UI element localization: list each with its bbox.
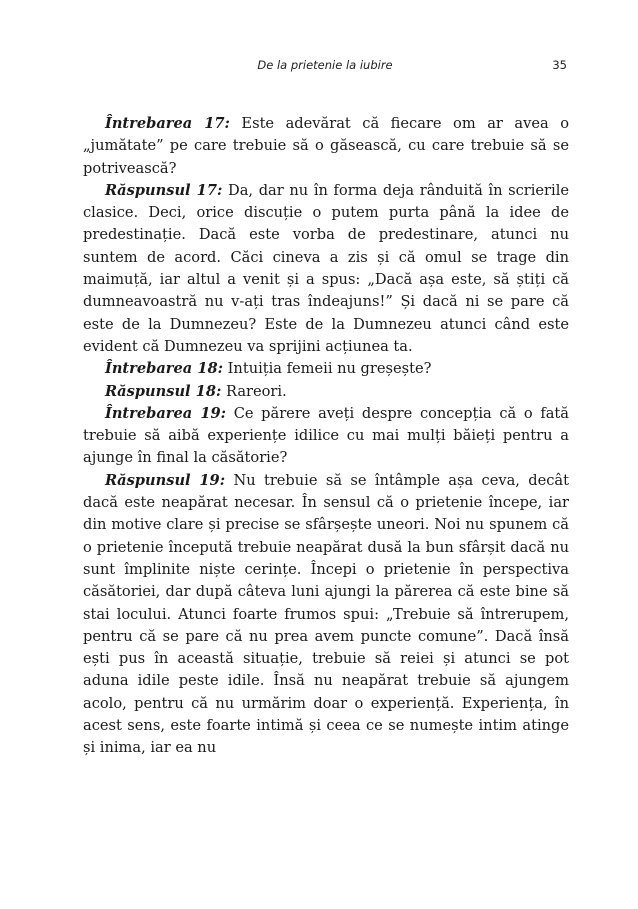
page-number: 35 (552, 58, 567, 72)
running-title: De la prietenie la iubire (257, 58, 393, 72)
question-19 (83, 403, 569, 470)
question-18 (83, 358, 569, 380)
question-text: Este adevărat că fiecare om ar avea o „jumătate” pe care trebuie să o găsească, cu care trebuie să se potrivească? (83, 115, 569, 177)
answer-19 (83, 470, 569, 760)
answer-label: Răspunsul 18: (105, 382, 222, 400)
text-body (83, 113, 569, 760)
question-label: Întrebarea 18: (105, 360, 224, 378)
question-17 (83, 113, 569, 180)
answer-text: Rareori. (221, 382, 287, 400)
answer-label: Răspunsul 19: (105, 471, 226, 489)
question-text: Intuiția femeii nu greșește? (223, 360, 432, 378)
question-label: Întrebarea 17: (105, 115, 230, 132)
question-text: Ce părere aveți despre concepția că o fată trebuie să aibă experiențe idilice cu mai mulți băieți pentru a ajunge în final la căsătorie? (83, 404, 569, 467)
answer-17 (83, 180, 569, 358)
answer-label: Răspunsul 17: (105, 181, 223, 199)
answer-18 (83, 381, 569, 403)
running-header (83, 58, 567, 78)
answer-text: Nu trebuie să se întâmple așa ceva, decât dacă este neapărat necesar. În sensul că o prietenie începe, iar din motive clare și precise se sfârșește uneori. Noi nu spunem că o prietenie începută trebuie neapărat dusă la bun sfârșit dacă nu sunt împlinite niște cerințe. Începi o prietenie în perspectiva căsătoriei, dar după câteva luni ajungi la părerea că este bine să stai locului. Atunci foarte frumos spui: „Trebuie să întrerupem, pentru că se pare că nu prea avem puncte comune”. Dacă însă ești pus în această situație, trebuie să reiei și atunci se pot aduna idile peste idile. Însă nu neapărat trebuie să ajungem acolo, pentru că nu urmărim doar o experiență. Experiența, în acest sens, este foarte intimă și ceea ce se numește intim atinge și inima, iar ea nu (83, 471, 569, 757)
question-label: Întrebarea 19: (105, 404, 227, 422)
answer-text: Da, dar nu în forma deja rânduită în scrierile clasice. Deci, orice discuție o putem purta până la idee de predestinație. Dacă este vorba de predestinare, atunci nu suntem de acord. Căci cineva a zis și că omul se trage din maimuță, iar altul a venit și a spus: „Dacă așa este, să știți că dumneavoastră nu v-ați tras îndeajuns!” Și dacă ni se pare că este de la Dumnezeu? Este de la Dumnezeu atunci când este evident că Dumnezeu va sprijini acțiunea ta. (83, 181, 570, 355)
